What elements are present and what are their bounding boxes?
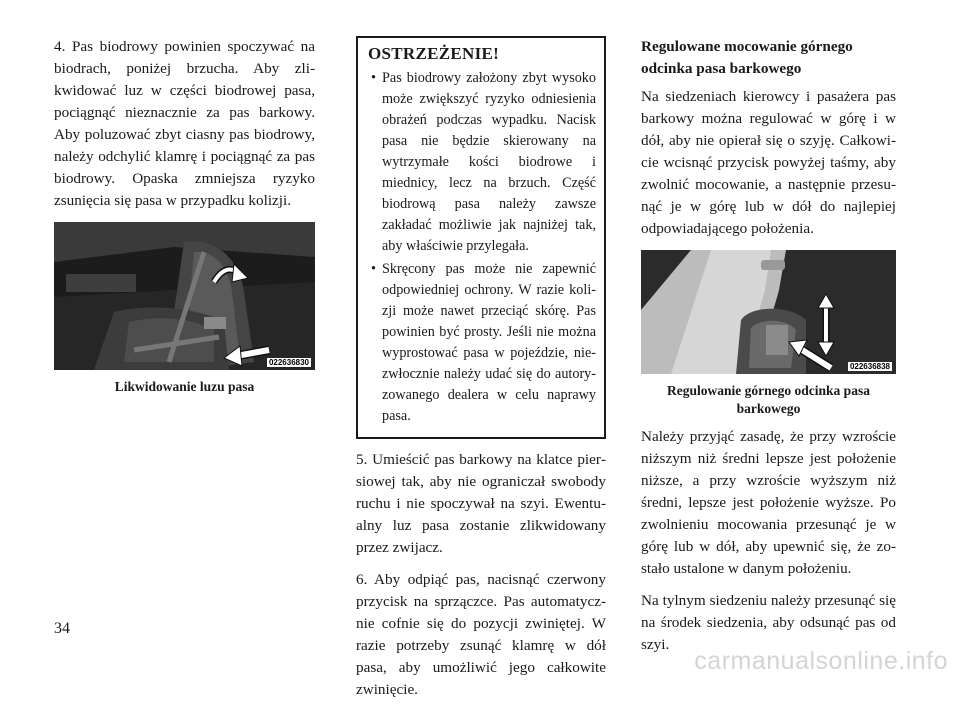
adjust-paragraph: Na siedzeniach kierowcy i pasażera pas barkowy można regulować w górę i w dół, aby nie opierał się o szyję. Całkowicie wcisnąć przycisk powyżej taśmy, aby zwolnić mocowanie, a następnie przesunąć je w górę lub w dół do najlepiej odpowiadającego położenia.	[641, 88, 896, 237]
watermark: carmanualsonline.info	[694, 647, 948, 675]
column-left	[54, 36, 315, 396]
warning-item: • Skręcony pas może nie zapewnić odpowiedniej ochrony. W razie kolizji może nawet przeciąć skórę. Pas powinien być prosty. Jeśli nie można wyprostować pasa w pojeździe, niezwłocznie należy udać się do autoryzowanego dealera w celu naprawy pasa.	[368, 259, 596, 427]
figure-code: 022636830	[268, 358, 309, 367]
step-4-paragraph: 4. Pas biodrowy powinien spoczywać na biodrach, poniżej brzucha. Aby zlikwidować luz w części biodrowej pasa, pociągnąć nieznacznie za pas barkowy. Aby poluzować zbyt ciasny pas biodrowy, należy odchylić klamrę i pociągnąć za pas biodrowy. Opaska zmniejsza ryzyko zsunięcia się pasa w przypadku kolizji.	[54, 38, 315, 209]
column-right	[641, 36, 896, 666]
rear-seat-paragraph: Na tylnym siedzeniu należy przesunąć się na środek siedzenia, aby odsunąć pas od szyi.	[641, 592, 896, 653]
step-6-paragraph: 6. Aby odpiąć pas, nacisnąć czerwony przycisk na sprzączce. Pas automatycznie cofnie się do pozycji zwiniętej. W razie potrzeby zsunąć klamrę w dół pasa, aby umożliwić jego całkowite zwinięcie.	[356, 571, 606, 698]
figure-caption: Regulowanie górnego odcinka pasa barkowego	[667, 383, 870, 416]
figure-shoulder-belt-adjuster	[641, 250, 896, 374]
warning-list	[368, 68, 596, 427]
figure-seat-belt-slack	[54, 222, 315, 370]
seat-belt-slack-illustration	[54, 222, 315, 370]
figure-code: 022636838	[849, 362, 890, 371]
step-5-paragraph: 5. Umieścić pas barkowy na klatce piersiowej tak, aby nie ograniczał swobody ruchu i nie spoczywał na szyi. Ewentualny luz pasa zostanie zlikwidowany przez zwijacz.	[356, 451, 606, 556]
figure-caption: Likwidowanie luzu pasa	[114, 379, 255, 394]
warning-item: • Pas biodrowy założony zbyt wysoko może zwiększyć ryzyko odniesienia obrażeń podczas wypadku. Nacisk pasa nie będzie skierowany na wytrzymałe kości biodrowe i miednicy, lecz na brzuch. Część biodrową pasa należy zawsze zakładać możliwie jak najniżej tak, aby właściwie przylegała.	[368, 68, 596, 257]
column-middle	[356, 36, 606, 711]
section-heading: Regulowane mocowanie górnego odcinka pasa barkowego	[641, 38, 853, 77]
height-rule-paragraph: Należy przyjąć zasadę, że przy wzroście niższym niż średni lepsze jest położenie niższe, a przy wzroście wyższym niż średni, lepsze jest położenie wyższe. Po zwolnieniu mocowania przesunąć je w górę lub w dół, aby upewnić się, że zostało ustalone w danym położeniu.	[641, 428, 896, 577]
shoulder-belt-adjuster-illustration	[641, 250, 896, 374]
warning-title: OSTRZEŻENIE!	[368, 44, 500, 63]
page-number: 34	[54, 620, 70, 637]
warning-box	[356, 36, 606, 439]
